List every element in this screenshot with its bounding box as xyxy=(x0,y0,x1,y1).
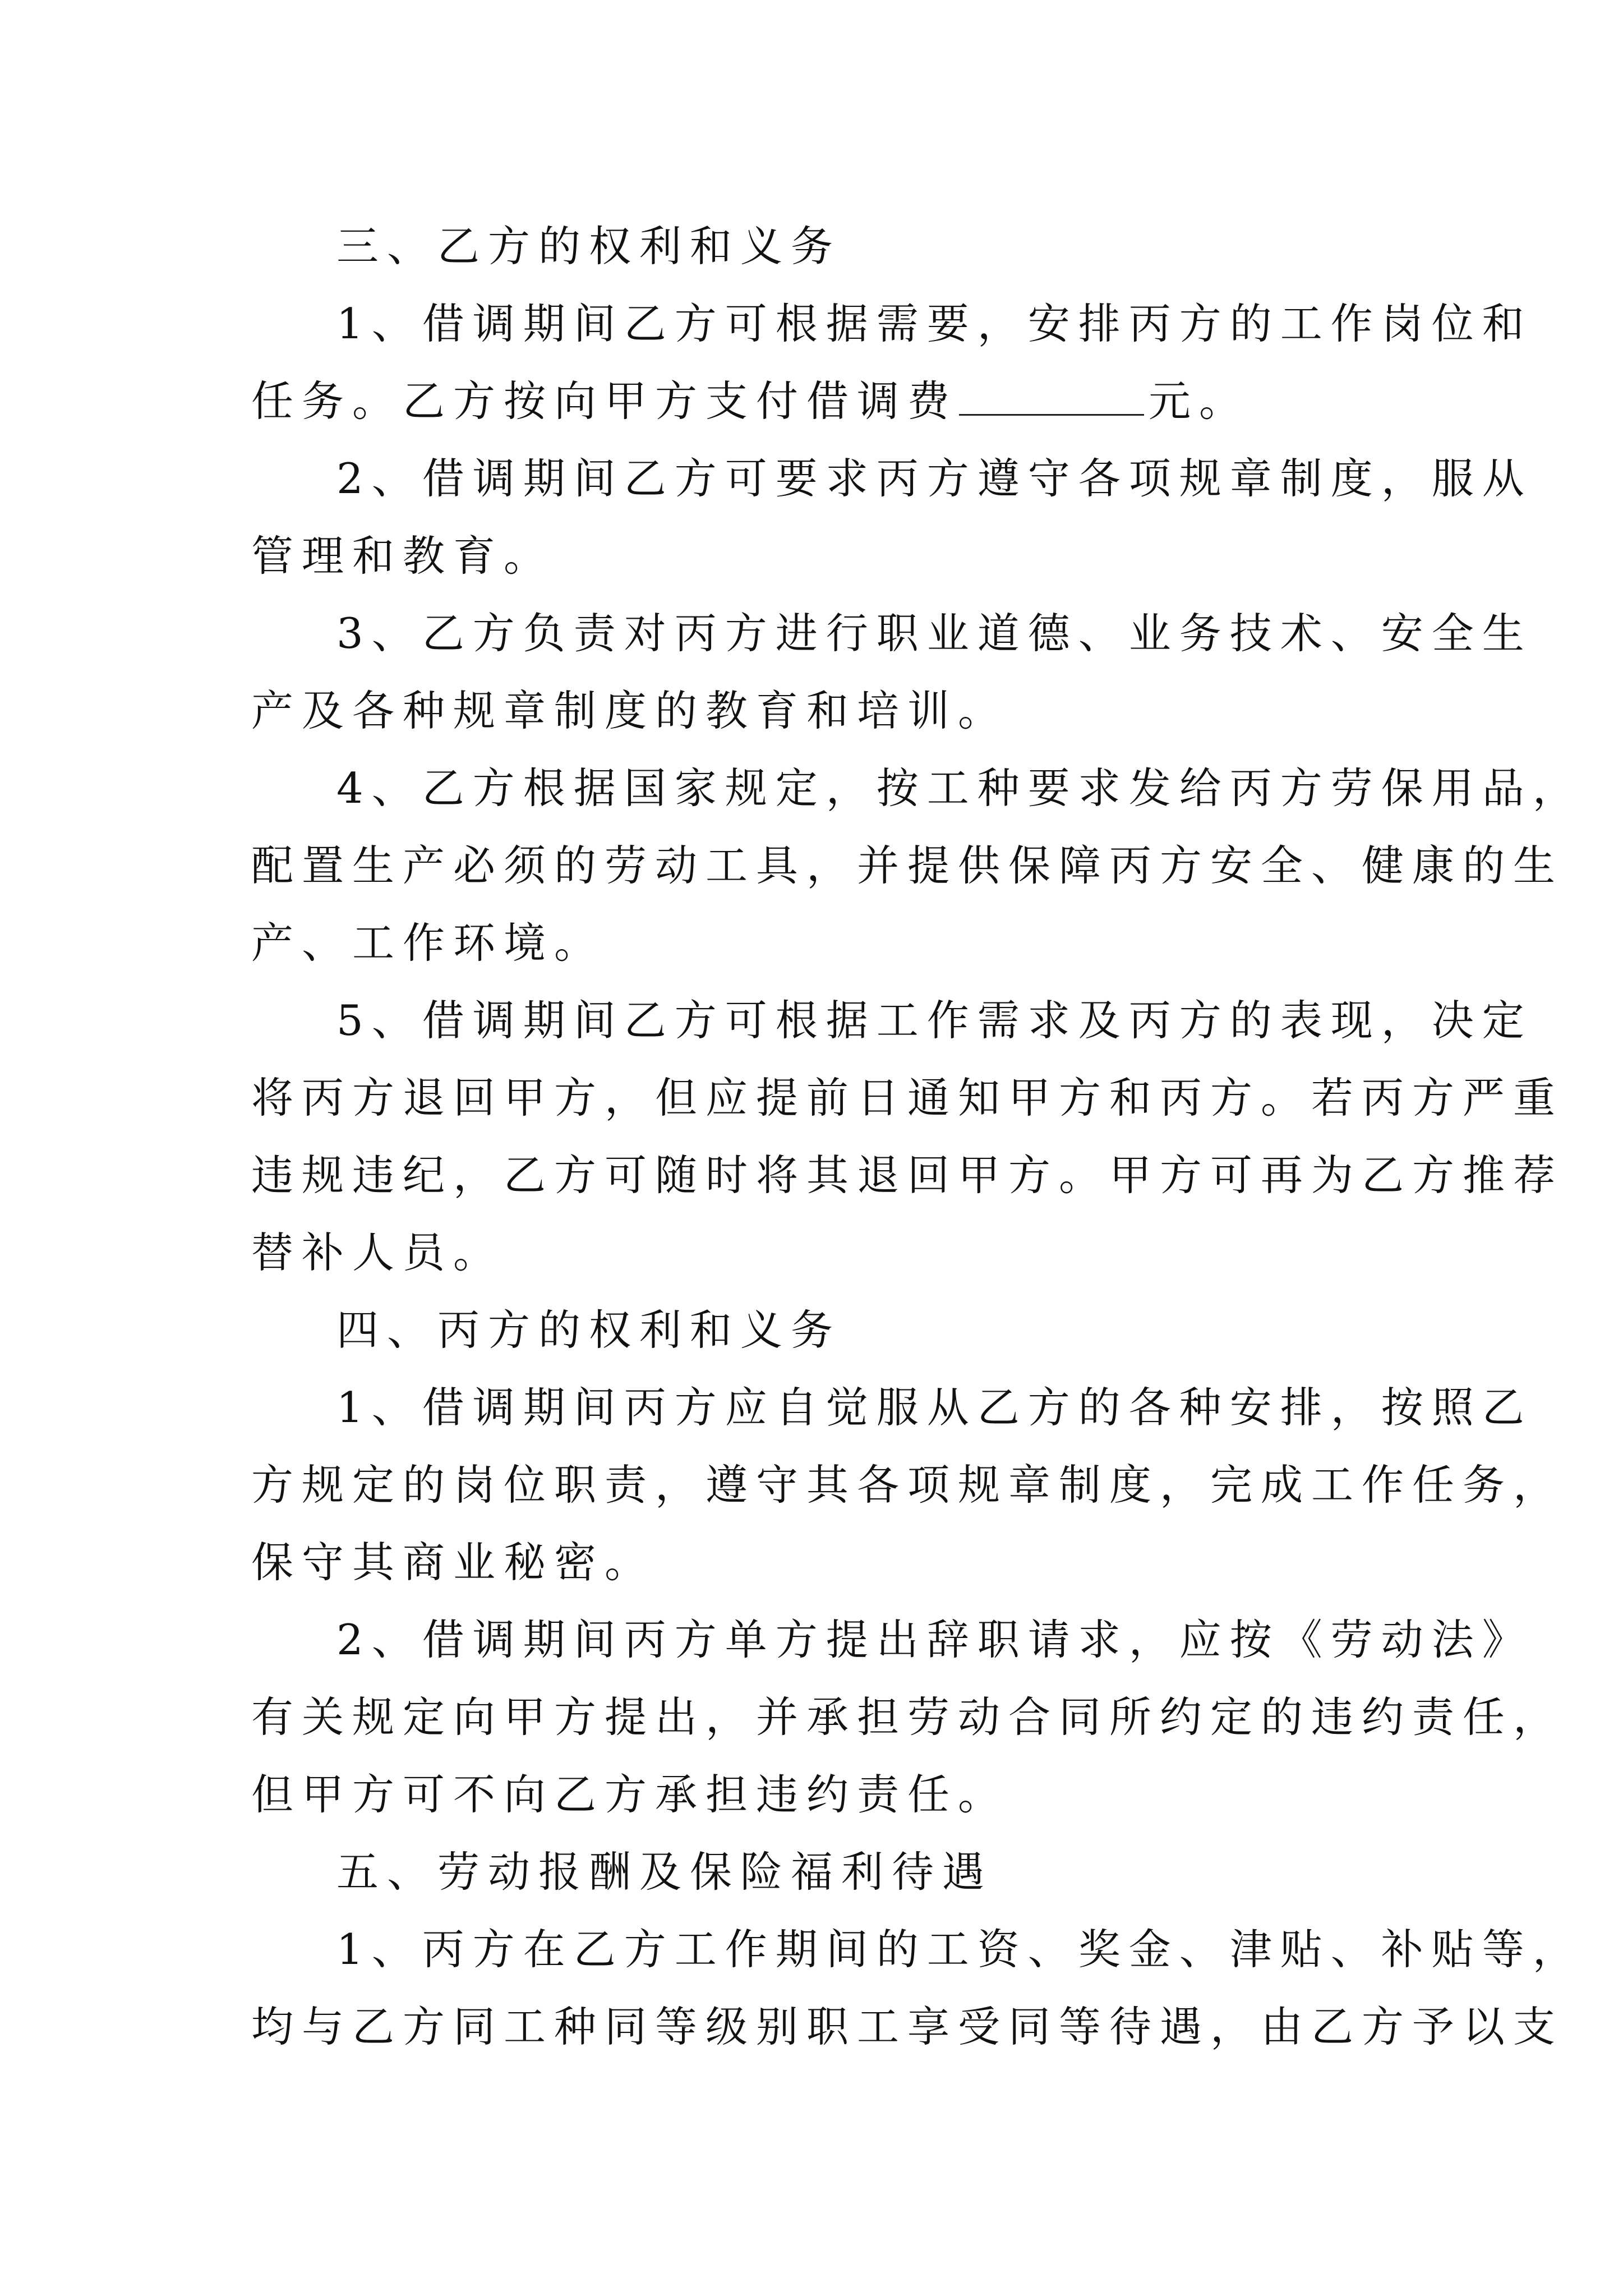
paragraph-line: 管理和教育。 xyxy=(251,531,555,581)
paragraph-line: 配置生产必须的劳动工具，并提供保障丙方安全、健康的生 xyxy=(251,841,1564,890)
paragraph-line: 1、借调期间乙方可根据需要，安排丙方的工作岗位和 xyxy=(336,299,1533,348)
document-body xyxy=(251,208,1583,2065)
paragraph-line: 但甲方可不向乙方承担违约责任。 xyxy=(251,1770,1009,1819)
paragraph-line: 方规定的岗位职责，遵守其各项规章制度，完成工作任务， xyxy=(251,1460,1564,1510)
section-heading: 四、丙方的权利和义务 xyxy=(336,1305,842,1355)
paragraph-line: 保守其商业秘密。 xyxy=(251,1538,656,1587)
paragraph-line: 产、工作环境。 xyxy=(251,918,605,968)
paragraph-line: 均与乙方同工种同等级别职工享受同等待遇，由乙方予以支 xyxy=(251,2002,1564,2051)
paragraph-line: 5、借调期间乙方可根据工作需求及丙方的表现，决定 xyxy=(336,996,1533,1045)
paragraph-line: 产及各种规章制度的教育和培训。 xyxy=(251,686,1009,735)
paragraph-line: 2、借调期间乙方可要求丙方遵守各项规章制度，服从 xyxy=(336,454,1533,503)
fill-in-blank xyxy=(959,375,1144,416)
paragraph-line: 2、借调期间丙方单方提出辞职请求，应按《劳动法》 xyxy=(336,1615,1533,1664)
section-heading: 三、乙方的权利和义务 xyxy=(336,222,842,271)
paragraph-line: 有关规定向甲方提出，并承担劳动合同所约定的违约责任， xyxy=(251,1692,1564,1742)
paragraph-line: 违规违纪，乙方可随时将其退回甲方。甲方可再为乙方推荐 xyxy=(251,1151,1564,1200)
paragraph-line: 1、借调期间丙方应自觉服从乙方的各种安排，按照乙 xyxy=(336,1383,1533,1432)
paragraph-line: 将丙方退回甲方，但应提前日通知甲方和丙方。若丙方严重 xyxy=(251,1073,1564,1122)
paragraph-line: 3、乙方负责对丙方进行职业道德、业务技术、安全生 xyxy=(336,609,1533,658)
paragraph-line: 1、丙方在乙方工作期间的工资、奖金、津贴、补贴等， xyxy=(336,1925,1583,1974)
paragraph-line: 任务。乙方按向甲方支付借调费 元。 xyxy=(251,362,1375,440)
section-heading: 五、劳动报酬及保险福利待遇 xyxy=(336,1847,993,1897)
paragraph-line: 替补人员。 xyxy=(251,1228,504,1277)
paragraph-line: 4、乙方根据国家规定，按工种要求发给丙方劳保用品， xyxy=(336,763,1583,813)
